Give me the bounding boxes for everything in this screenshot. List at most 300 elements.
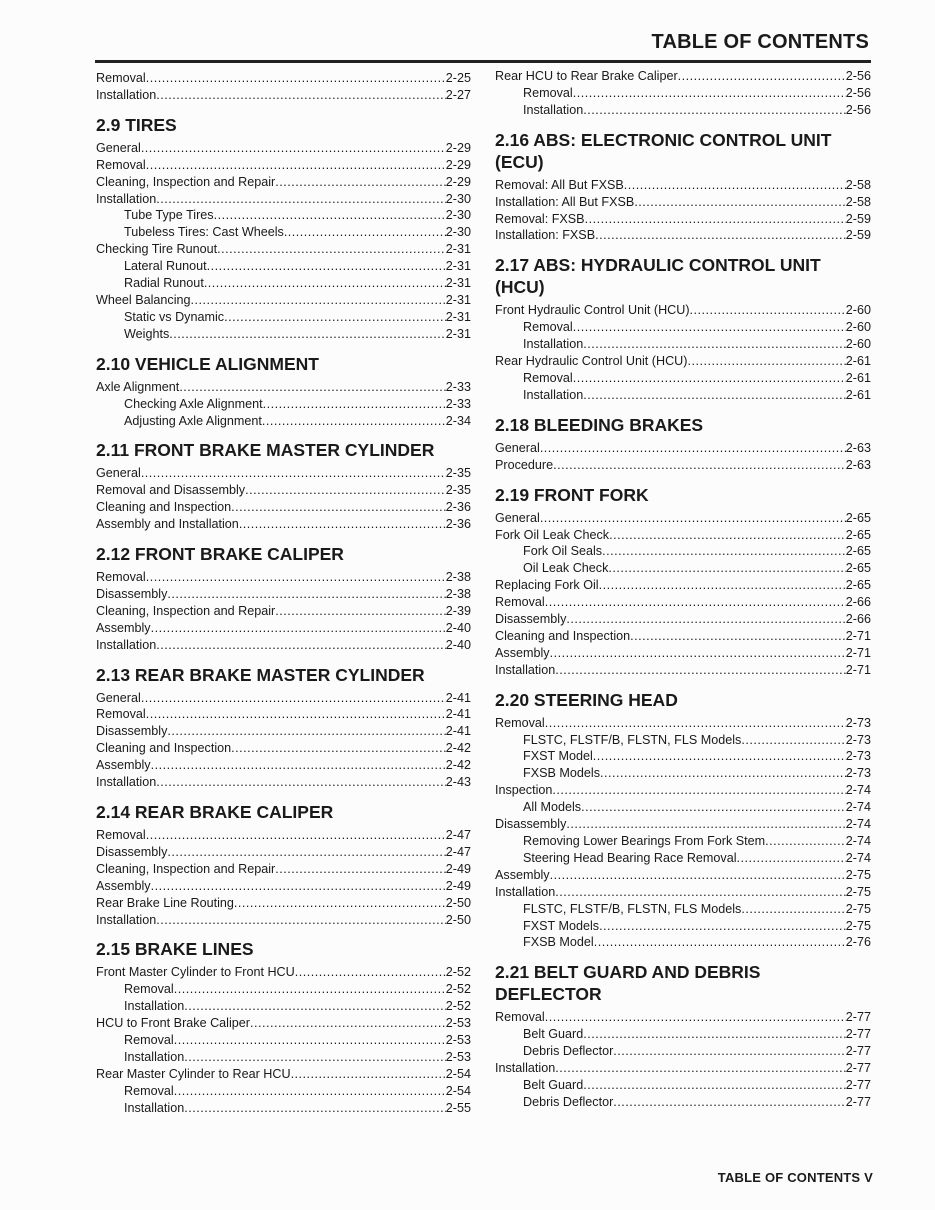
toc-entry-label: Rear HCU to Rear Brake Caliper [495,69,678,83]
toc-entry-page: 2-50 [445,912,471,927]
dot-leader [167,586,445,603]
toc-entry[interactable] [495,611,871,628]
toc-entry[interactable] [96,207,471,224]
toc-entry-page: 2-71 [845,662,871,677]
toc-entry-page: 2-74 [845,850,871,865]
dot-leader [552,782,845,799]
toc-entry-label: Removal [495,715,545,730]
toc-entry[interactable] [495,227,871,244]
toc-entry-label: Removal [96,707,146,722]
toc-entry-page: 2-31 [445,309,471,324]
toc-entry-label: Removal [124,982,174,997]
toc-entry[interactable] [495,457,871,474]
toc-entry[interactable] [495,934,871,951]
toc-entry[interactable] [96,861,471,878]
toc-entry-page: 2-63 [845,440,871,455]
toc-entry[interactable] [96,482,471,499]
toc-entry-page: 2-52 [445,999,471,1014]
dot-leader [275,174,446,191]
section-heading[interactable]: 2.15 BRAKE LINES [96,939,254,960]
toc-entry-label: Installation [96,637,157,652]
toc-entry[interactable] [96,998,471,1015]
toc-entry[interactable] [495,194,871,211]
section-heading[interactable]: 2.21 BELT GUARD AND DEBRIS DEFLECTOR [495,962,761,1005]
toc-entry-label: Debris Deflector [523,1094,614,1109]
toc-entry[interactable] [96,637,471,654]
toc-entry-label: Installation [96,87,157,102]
toc-entry[interactable] [495,1060,871,1077]
toc-entry-label: Disassembly [96,844,168,859]
toc-entry-page: 2-31 [445,259,471,274]
toc-entry[interactable] [96,912,471,929]
toc-entry[interactable] [96,1015,471,1032]
toc-entry-label: Checking Axle Alignment [124,396,263,411]
toc-entry-page: 2-75 [845,918,871,933]
toc-entry-page: 2-55 [445,1100,471,1115]
toc-entry-label: FXST Models [523,918,600,933]
toc-entry-page: 2-39 [445,603,471,618]
toc-entry-label: Tube Type Tires [124,208,214,223]
toc-entry-label: Installation [523,337,584,352]
toc-section [96,543,471,654]
toc-section [495,129,871,245]
dot-leader [594,934,846,951]
toc-entry-page: 2-53 [445,1049,471,1064]
toc-entry-page: 2-60 [845,337,871,352]
toc-entry[interactable] [96,309,471,326]
toc-entry-label: Axle Alignment [96,379,180,394]
toc-entry-page: 2-49 [445,878,471,893]
toc-entry[interactable] [96,157,471,174]
toc-entry-label: General [96,140,141,155]
toc-entry-page: 2-53 [445,1033,471,1048]
toc-entry[interactable] [495,1094,871,1111]
dot-leader [630,628,846,645]
toc-entry[interactable] [96,275,471,292]
toc-entry[interactable] [96,569,471,586]
toc-section [96,353,471,430]
toc-entry-page: 2-60 [845,320,871,335]
toc-continued-entries [495,68,871,119]
toc-entry-label: General [495,440,540,455]
section-heading[interactable]: 2.18 BLEEDING BRAKES [495,414,704,435]
dot-leader [156,87,446,104]
toc-entry[interactable] [495,353,871,370]
toc-entry[interactable] [96,1066,471,1083]
toc-entry[interactable] [96,981,471,998]
dot-leader [146,70,446,87]
toc-entry-page: 2-52 [445,965,471,980]
toc-entry-label: Oil Leak Check [523,561,609,576]
toc-entry-label: Installation [495,662,556,677]
toc-entry[interactable] [495,662,871,679]
section-heading[interactable]: 2.20 STEERING HEAD [495,689,678,710]
dot-leader [566,611,845,628]
dot-leader [167,723,445,740]
toc-entry[interactable] [495,510,871,527]
toc-entry-page: 2-77 [845,1044,871,1059]
toc-entry-page: 2-41 [445,690,471,705]
toc-entry-page: 2-31 [445,292,471,307]
dot-leader [613,1094,845,1111]
dot-leader [174,981,446,998]
toc-entry-page: 2-76 [845,935,871,950]
dot-leader [179,379,445,396]
dot-leader [583,336,846,353]
dot-leader [295,964,446,981]
section-heading[interactable]: 2.9 TIRES [96,114,177,135]
toc-entry[interactable] [96,706,471,723]
toc-entry[interactable] [96,586,471,603]
dot-leader [151,757,446,774]
toc-entry[interactable] [96,326,471,343]
toc-entry-page: 2-54 [445,1083,471,1098]
toc-entry-page: 2-77 [845,1094,871,1109]
toc-entry-page: 2-35 [445,483,471,498]
toc-entry-label: Installation [96,775,157,790]
toc-entry[interactable] [495,715,871,732]
toc-entry[interactable] [96,241,471,258]
toc-entry-label: Fork Oil Leak Check [495,527,610,542]
toc-entry[interactable] [96,224,471,241]
toc-entry-label: Installation [96,191,157,206]
toc-entry[interactable] [96,723,471,740]
toc-entry-label: Wheel Balancing [96,292,191,307]
header-divider [95,60,871,63]
toc-entry-label: Assembly and Installation [96,517,239,532]
toc-entry[interactable] [495,68,871,85]
toc-entry-label: Removal [96,570,146,585]
toc-entry[interactable] [495,594,871,611]
toc-entry-label: Cleaning and Inspection [96,741,232,756]
section-heading[interactable]: 2.10 VEHICLE ALIGNMENT [96,353,319,374]
toc-entry[interactable] [96,774,471,791]
dot-leader [204,275,446,292]
toc-entry-label: Removal [96,71,146,85]
toc-entry[interactable] [495,177,871,194]
toc-entry-page: 2-43 [445,775,471,790]
toc-entry[interactable] [495,1009,871,1026]
toc-entry[interactable] [96,620,471,637]
dot-leader [602,543,846,560]
dot-leader [146,157,446,174]
toc-entry-label: Steering Head Bearing Race Removal [523,850,737,865]
dot-leader [151,620,446,637]
toc-entry[interactable] [96,878,471,895]
dot-leader [687,353,845,370]
dot-leader [141,690,446,707]
toc-entry-page: 2-29 [445,174,471,189]
dot-leader [540,440,846,457]
toc-entry-page: 2-35 [445,466,471,481]
toc-entry[interactable] [495,799,871,816]
toc-entry-label: FLSTC, FLSTF/B, FLSTN, FLS Models [523,901,742,916]
toc-entry-label: Removal [96,157,146,172]
toc-entry-page: 2-66 [845,595,871,610]
toc-entry-page: 2-52 [445,982,471,997]
toc-entry[interactable] [495,816,871,833]
dot-leader [234,895,446,912]
dot-leader [545,594,846,611]
toc-section [495,961,871,1110]
toc-entry-label: Installation [523,387,584,402]
toc-section [495,484,871,679]
toc-entry-page: 2-50 [445,895,471,910]
toc-entry-page: 2-58 [845,194,871,209]
toc-entry[interactable] [96,499,471,516]
toc-entry-page: 2-56 [845,69,871,83]
toc-entry[interactable] [495,527,871,544]
dot-leader [184,1100,446,1117]
dot-leader [167,844,445,861]
toc-entry-page: 2-63 [845,457,871,472]
toc-entry-page: 2-38 [445,586,471,601]
toc-entry[interactable] [495,765,871,782]
dot-leader [583,1077,846,1094]
toc-entry[interactable] [495,901,871,918]
dot-leader [231,499,446,516]
toc-entry-label: Lateral Runout [124,259,207,274]
toc-entry[interactable] [96,1100,471,1117]
dot-leader [284,224,446,241]
toc-entry-label: Installation [124,1100,185,1115]
toc-entry-page: 2-29 [445,157,471,172]
toc-right-column [495,68,871,1111]
toc-entry[interactable] [495,1026,871,1043]
toc-entry-label: FXST Model [523,749,593,764]
toc-entry-page: 2-25 [445,71,471,85]
dot-leader [550,867,846,884]
toc-entry-label: Fork Oil Seals [523,544,603,559]
dot-leader [184,1049,446,1066]
section-heading[interactable]: 2.17 ABS: HYDRAULIC CONTROL UNIT (HCU) [495,255,821,298]
toc-entry-page: 2-65 [845,527,871,542]
toc-entry[interactable] [495,336,871,353]
dot-leader [156,637,446,654]
toc-entry[interactable] [495,302,871,319]
dot-leader [146,569,446,586]
toc-entry-page: 2-71 [845,628,871,643]
toc-entry-label: FLSTC, FLSTF/B, FLSTN, FLS Models [523,732,742,747]
toc-entry-label: FXSB Models [523,766,600,781]
toc-entry[interactable] [495,370,871,387]
toc-entry[interactable] [495,645,871,662]
dot-leader [217,241,446,258]
toc-entry-page: 2-27 [445,87,471,102]
dot-leader [263,396,446,413]
toc-entry[interactable] [495,543,871,560]
toc-entry-label: Assembly [495,645,550,660]
toc-entry-label: Installation [495,1061,556,1076]
toc-entry-page: 2-30 [445,225,471,240]
toc-entry-page: 2-75 [845,884,871,899]
toc-entry-label: Assembly [96,758,151,773]
toc-entry-label: General [96,466,141,481]
toc-entry[interactable] [495,1043,871,1060]
toc-entry[interactable] [495,577,871,594]
toc-entry-page: 2-38 [445,570,471,585]
toc-entry-page: 2-33 [445,396,471,411]
toc-entry[interactable] [96,603,471,620]
dot-leader [146,706,446,723]
toc-entry[interactable] [495,102,871,119]
toc-entry[interactable] [96,895,471,912]
toc-entry-label: Disassembly [495,817,567,832]
toc-entry-page: 2-40 [445,620,471,635]
toc-entry[interactable] [96,258,471,275]
dot-leader [207,258,446,275]
dot-leader [231,740,446,757]
toc-entry-label: Belt Guard [523,1027,584,1042]
dot-leader [550,645,846,662]
toc-entry-label: Cleaning, Inspection and Repair [96,603,276,618]
toc-section [96,938,471,1116]
dot-leader [146,827,446,844]
toc-entry-label: Removal: FXSB [495,211,585,226]
toc-entry[interactable] [96,1083,471,1100]
toc-entry-label: Removal [96,828,146,842]
toc-entry-page: 2-77 [845,1010,871,1025]
section-heading[interactable]: 2.14 REAR BRAKE CALIPER [96,802,334,822]
toc-entry[interactable] [495,732,871,749]
toc-entry[interactable] [495,850,871,867]
dot-leader [678,68,846,85]
toc-entry[interactable] [96,140,471,157]
toc-entry-label: Inspection [495,783,553,798]
page-title: TABLE OF CONTENTS [651,31,869,53]
toc-entry[interactable] [495,918,871,935]
toc-entry-page: 2-59 [845,228,871,243]
toc-entry-label: Removal and Disassembly [96,483,246,498]
toc-entry-page: 2-75 [845,901,871,916]
dot-leader [613,1043,845,1060]
toc-entry[interactable] [96,379,471,396]
toc-entry[interactable] [495,628,871,645]
dot-leader [573,85,846,102]
toc-entry[interactable] [495,884,871,901]
toc-entry[interactable] [96,191,471,208]
toc-entry[interactable] [96,1049,471,1066]
toc-entry[interactable] [495,1077,871,1094]
toc-entry[interactable] [96,1032,471,1049]
dot-leader [545,1009,846,1026]
toc-entry[interactable] [96,465,471,482]
dot-leader [174,1083,446,1100]
toc-entry-label: Assembly [495,867,550,882]
toc-entry-label: Installation [124,1049,185,1064]
toc-entry-label: Replacing Fork Oil [495,578,599,593]
toc-section [96,664,471,791]
toc-entry[interactable] [96,70,471,87]
toc-entry[interactable] [96,844,471,861]
toc-entry[interactable] [495,85,871,102]
toc-entry[interactable] [495,387,871,404]
toc-entry[interactable] [495,782,871,799]
toc-entry-page: 2-29 [445,140,471,155]
toc-entry-page: 2-30 [445,208,471,223]
toc-entry[interactable] [96,174,471,191]
dot-leader [553,457,846,474]
toc-entry-label: Cleaning and Inspection [96,500,232,515]
toc-entry[interactable] [495,319,871,336]
toc-entry[interactable] [495,867,871,884]
toc-section [495,414,871,474]
section-heading[interactable]: 2.16 ABS: ELECTRONIC CONTROL UNIT (ECU) [495,129,832,172]
toc-entry-label: Belt Guard [523,1077,584,1092]
toc-entry-page: 2-31 [445,326,471,341]
toc-entry-label: Removal: All But FXSB [495,177,624,192]
toc-entry[interactable] [96,827,471,844]
section-heading[interactable]: 2.11 FRONT BRAKE MASTER CYLINDER [96,440,435,461]
toc-entry-page: 2-34 [445,413,471,428]
dot-leader [262,413,446,430]
dot-leader [608,560,845,577]
dot-leader [275,603,446,620]
dot-leader [583,387,846,404]
dot-leader [141,140,446,157]
dot-leader [609,527,846,544]
toc-entry-label: Adjusting Axle Alignment [124,413,262,428]
toc-entry[interactable] [495,440,871,457]
toc-entry[interactable] [96,413,471,430]
toc-entry-page: 2-36 [445,500,471,515]
toc-entry[interactable] [96,516,471,533]
section-heading[interactable]: 2.13 REAR BRAKE MASTER CYLINDER [96,664,425,685]
toc-entry-label: Disassembly [495,612,567,627]
toc-entry[interactable] [495,560,871,577]
dot-leader [595,227,846,244]
toc-continued-entries [96,70,471,104]
toc-entry-page: 2-54 [445,1066,471,1081]
toc-entry-page: 2-65 [845,578,871,593]
toc-entry[interactable] [96,964,471,981]
section-heading[interactable]: 2.19 FRONT FORK [495,484,649,505]
toc-entry[interactable] [96,757,471,774]
toc-entry-label: FXSB Model [523,935,594,950]
toc-entry[interactable] [96,740,471,757]
toc-entry[interactable] [495,211,871,228]
toc-entry[interactable] [495,833,871,850]
toc-entry-page: 2-47 [445,844,471,859]
dot-leader [583,102,846,119]
dot-leader [239,516,446,533]
toc-entry-label: Removal [124,1033,174,1048]
toc-entry-page: 2-40 [445,637,471,652]
toc-entry-page: 2-73 [845,766,871,781]
toc-entry[interactable] [96,396,471,413]
toc-entry-page: 2-59 [845,211,871,226]
toc-entry[interactable] [495,748,871,765]
section-heading[interactable]: 2.12 FRONT BRAKE CALIPER [96,544,344,565]
dot-leader [573,319,846,336]
toc-entry-page: 2-74 [845,834,871,848]
dot-leader [174,1032,446,1049]
dot-leader [275,861,446,878]
toc-entry-page: 2-47 [445,828,471,842]
toc-entry-label: Removal [495,595,545,610]
toc-entry-label: Removal [523,85,573,100]
toc-entry-label: Tubeless Tires: Cast Wheels [124,225,284,240]
toc-entry-page: 2-31 [445,242,471,257]
toc-entry[interactable] [96,87,471,104]
toc-entry-label: Procedure [495,457,554,472]
toc-entry[interactable] [96,292,471,309]
toc-entry-label: Checking Tire Runout [96,242,218,257]
toc-entry-label: Removal [523,320,573,335]
toc-entry[interactable] [96,690,471,707]
dot-leader [156,912,446,929]
toc-entry-label: Front Master Cylinder to Front HCU [96,965,295,980]
